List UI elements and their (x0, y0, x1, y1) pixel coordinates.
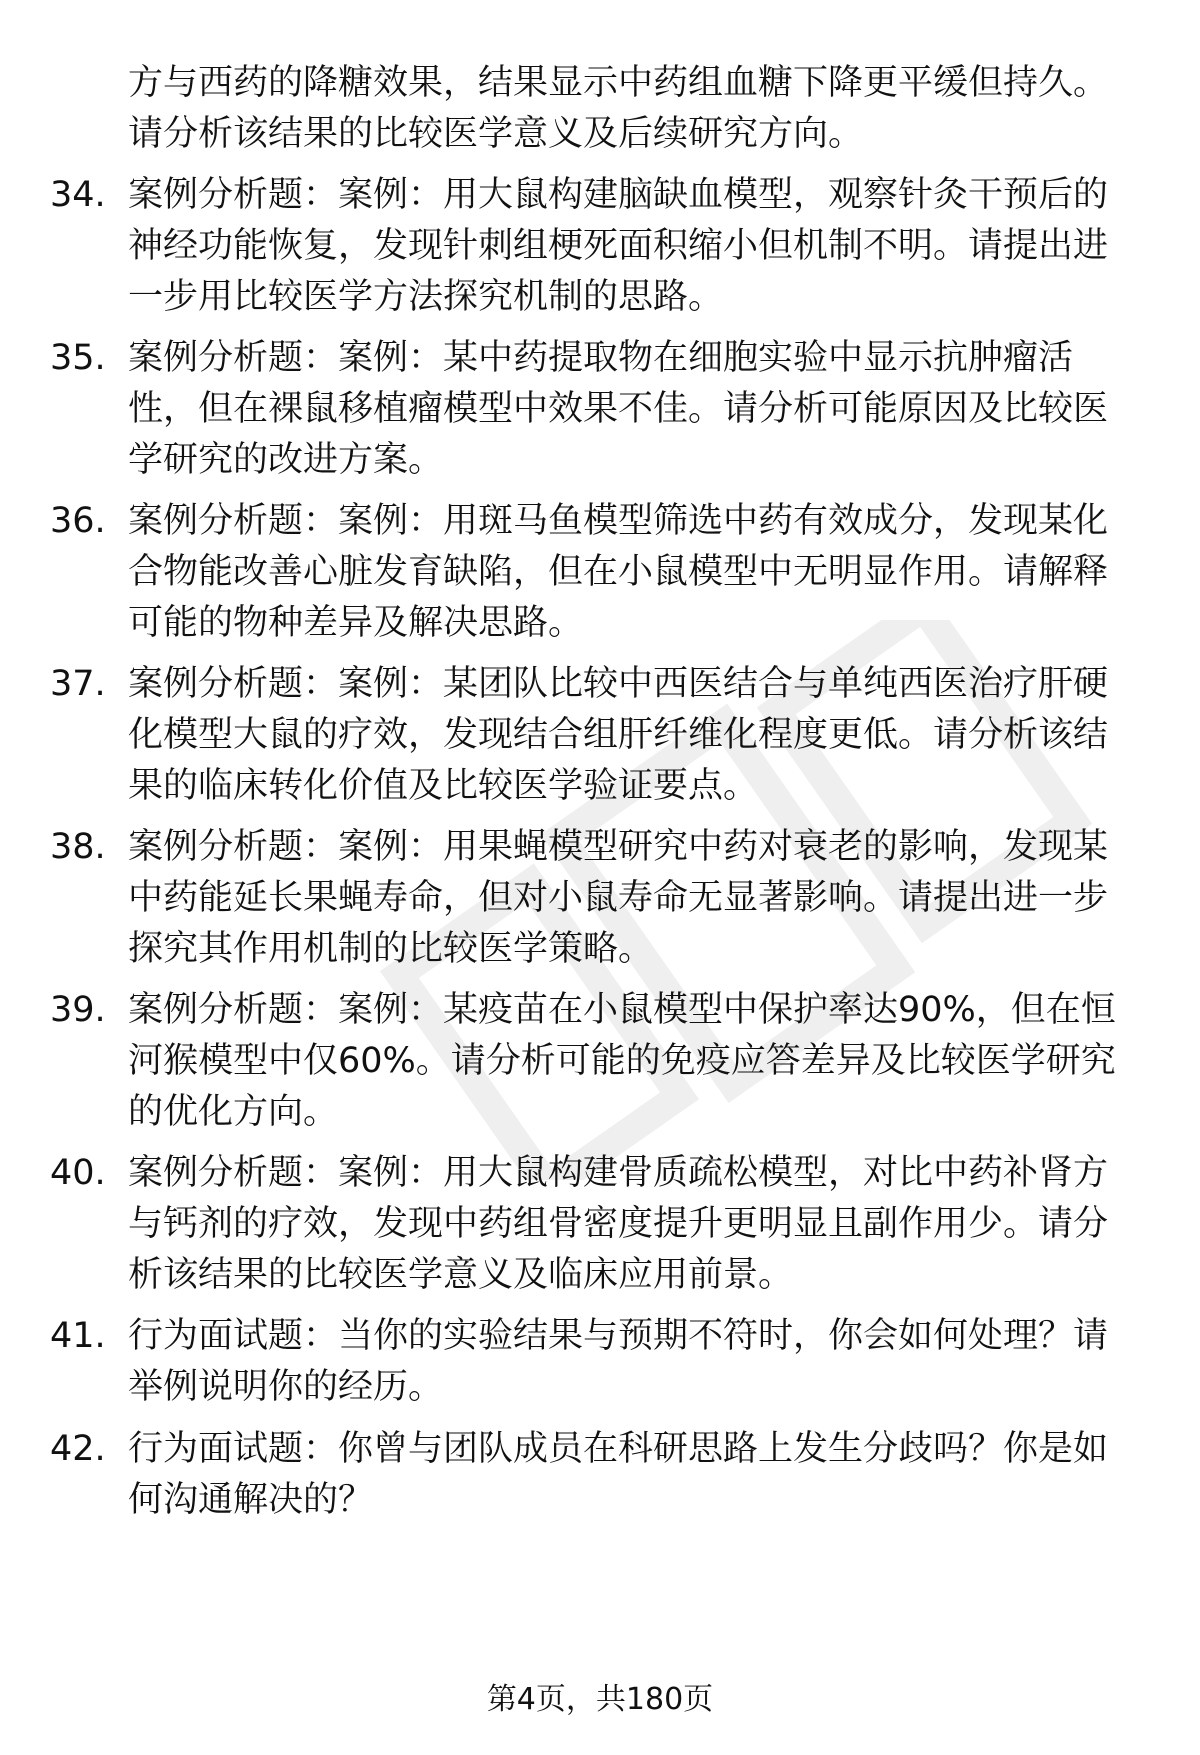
question-text (128, 1148, 1140, 1301)
text-line: 化模型大鼠的疗效，发现结合组肝纤维化程度更低。请分析该结 (128, 715, 1109, 755)
question-number: 37. (50, 664, 106, 704)
question-text (128, 170, 1140, 323)
text-line: 性，但在裸鼠移植瘤模型中效果不佳。请分析可能原因及比较医 (128, 389, 1109, 429)
question-text (128, 1311, 1140, 1413)
text-line: 中药能延长果蝇寿命，但对小鼠寿命无显著影响。请提出进一步 (128, 878, 1109, 918)
page-footer: 第4页，共180页 (486, 1682, 714, 1717)
question-number: 41. (50, 1316, 106, 1356)
question-number: 42. (50, 1429, 106, 1469)
question-text (128, 985, 1140, 1138)
continued-question-text (128, 58, 1138, 160)
question-text (128, 333, 1140, 486)
question-number: 38. (50, 827, 106, 867)
question-34 (50, 170, 1140, 323)
text-line: 河猴模型中仅60%。请分析可能的免疫应答差异及比较医学研究 (128, 1041, 1116, 1081)
question-40 (50, 1148, 1140, 1301)
text-line: 的优化方向。 (128, 1092, 339, 1132)
text-line: 案例分析题：案例：某疫苗在小鼠模型中保护率达90%，但在恒 (128, 990, 1116, 1030)
text-line: 案例分析题：案例：某团队比较中西医结合与单纯西医治疗肝硬 (128, 664, 1109, 704)
text-line: 一步用比较医学方法探究机制的思路。 (128, 277, 724, 317)
text-line: 合物能改善心脏发育缺陷，但在小鼠模型中无明显作用。请解释 (128, 552, 1109, 592)
question-number: 34. (50, 175, 106, 215)
text-line: 可能的物种差异及解决思路。 (128, 603, 584, 643)
question-42 (50, 1424, 1140, 1526)
text-line: 学研究的改进方案。 (128, 440, 444, 480)
text-line: 案例分析题：案例：用大鼠构建骨质疏松模型，对比中药补肾方 (128, 1153, 1109, 1193)
text-line: 行为面试题：你曾与团队成员在科研思路上发生分歧吗？你是如 (128, 1429, 1109, 1469)
text-line: 神经功能恢复，发现针刺组梗死面积缩小但机制不明。请提出进 (128, 226, 1109, 266)
question-text (128, 1424, 1140, 1526)
question-number: 35. (50, 338, 106, 378)
text-line: 探究其作用机制的比较医学策略。 (128, 929, 654, 969)
text-line: 案例分析题：案例：用大鼠构建脑缺血模型，观察针灸干预后的 (128, 175, 1109, 215)
question-36 (50, 496, 1140, 649)
text-line: 案例分析题：案例：用斑马鱼模型筛选中药有效成分，发现某化 (128, 501, 1109, 541)
question-38 (50, 822, 1140, 975)
question-35 (50, 333, 1140, 486)
text-line: 案例分析题：案例：用果蝇模型研究中药对衰老的影响，发现某 (128, 827, 1109, 867)
question-number: 40. (50, 1153, 106, 1193)
text-line: 行为面试题：当你的实验结果与预期不符时，你会如何处理？请 (128, 1316, 1109, 1356)
question-text (128, 496, 1140, 649)
text-line: 与钙剂的疗效，发现中药组骨密度提升更明显且副作用少。请分 (128, 1204, 1109, 1244)
question-41 (50, 1311, 1140, 1413)
text-line: 何沟通解决的？ (128, 1480, 374, 1520)
question-39 (50, 985, 1140, 1138)
text-line: 果的临床转化价值及比较医学验证要点。 (128, 766, 759, 806)
text-line: 析该结果的比较医学意义及临床应用前景。 (128, 1255, 794, 1295)
text-line: 案例分析题：案例：某中药提取物在细胞实验中显示抗肿瘤活 (128, 338, 1074, 378)
question-number: 39. (50, 990, 106, 1030)
text-line: 举例说明你的经历。 (128, 1367, 444, 1407)
question-37 (50, 659, 1140, 812)
text-line: 方与西药的降糖效果，结果显示中药组血糖下降更平缓但持久。 (128, 63, 1109, 103)
question-text (128, 659, 1140, 812)
question-text (128, 822, 1140, 975)
text-line: 请分析该结果的比较医学意义及后续研究方向。 (128, 114, 864, 154)
question-number: 36. (50, 501, 106, 541)
